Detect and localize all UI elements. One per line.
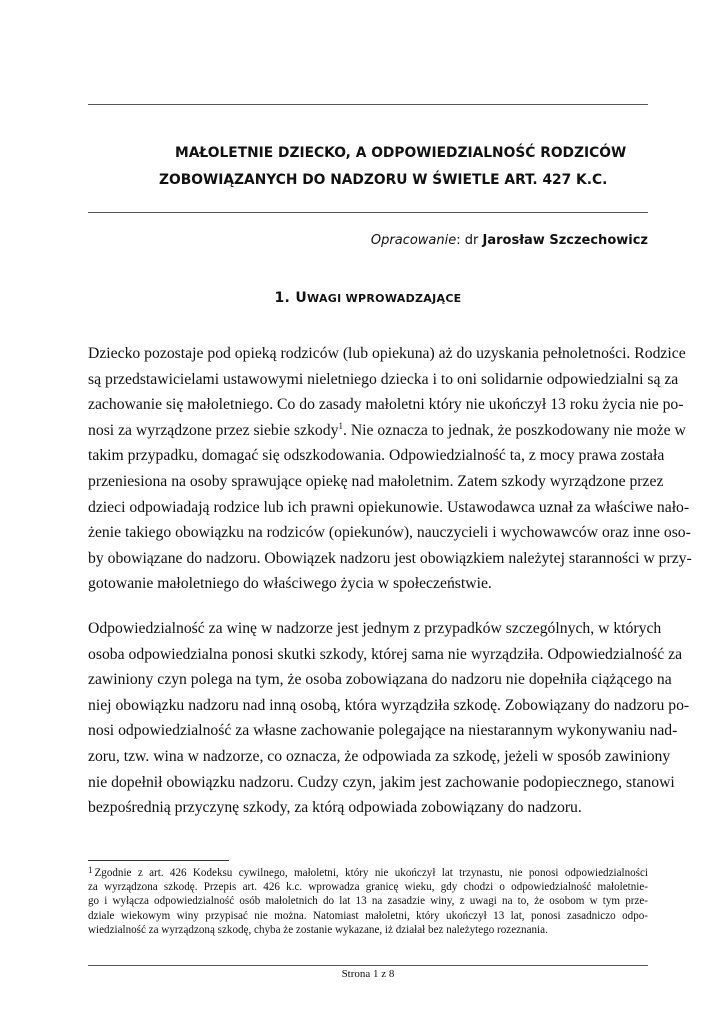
author-line	[88, 233, 648, 248]
paragraph-line: są przedstawicielami ustawowymi nieletniego dziecka i to oni solidarnie odpowiedzialni są za	[88, 370, 679, 388]
paragraph-2	[88, 616, 690, 821]
paragraph-line: osoba odpowiedzialna ponosi skutki szkody, której sama nie wyrządziła. Odpowiedzialność za	[88, 645, 683, 663]
footnote-line: za wyrządzona szkodę. Przepis art. 426 k.c. wprowadza granicę wieku, gdy chodzi o odpowiedzialność małoletnie-	[88, 881, 648, 894]
section-first-letter: U	[295, 290, 308, 306]
footnote-number: 1	[88, 865, 93, 875]
paragraph-line: Odpowiedzialność za winę w nadzorze jest jednym z przypadków szczególnych, w których	[88, 620, 662, 637]
paragraph-1	[88, 341, 692, 597]
paragraph-line: dzieci odpowiadają rodzice lub ich prawni opiekunowie. Ustawodawca uznał za właściwe nało-	[88, 498, 690, 516]
paragraph-line: niej obowiązku nadzoru nad inną osobą, która wyrządziła szkodę. Zobowiązany do nadzoru po-	[88, 696, 690, 714]
paragraph-line: zoru, tzw. wina w nadzorze, co oznacza, że odpowiada za szkodę, jeżeli w sposób zawiniony	[88, 747, 671, 765]
top-divider	[88, 104, 648, 105]
section-number: 1.	[274, 290, 291, 306]
paragraph-line-with-footnote	[88, 418, 686, 444]
paragraph-line: zawiniony czyn polega na tym, że osoba zobowiązana do nadzoru nie dopełniła ciążącego na	[88, 671, 672, 689]
section-heading	[88, 290, 648, 306]
title-divider	[88, 212, 648, 213]
section-title-rest: WAGI WPROWADZAJĄCE	[307, 292, 462, 305]
paragraph-line: Dziecko pozostaje pod opieką rodziców (lub opiekuna) aż do uzyskania pełnoletności. Rodzice	[88, 345, 686, 362]
title-line-2: ZOBOWIĄZANYCH DO NADZORU W ŚWIETLE ART. 427 K.C.	[159, 172, 608, 188]
paragraph-line: żenie takiego obowiązku na rodziców (opiekunów), nauczycieli i wychowawców oraz inne oso-	[88, 524, 691, 542]
paragraph-line: takim przypadku, domagać się odszkodowania. Odpowiedzialność ta, z mocy prawa została	[88, 447, 665, 465]
footnote-text: Zgodnie z art. 426 Kodeksu cywilnego, małoletni, który nie ukończył lat trzynastu, nie ponosi odpowiedzialności	[94, 867, 648, 879]
paragraph-line: gotowanie małoletniego do właściwego życia w społeczeństwie.	[88, 575, 492, 593]
footnote-line: wiedzialność za wyrządzoną szkodę, chyba że zostanie wykazane, iż działał bez należytego rozeznania.	[88, 923, 548, 936]
footnote-reference[interactable]: 1	[338, 420, 343, 431]
paragraph-line-part: . Nie oznacza to jednak, że poszkodowany nie może w	[342, 421, 686, 439]
author-name: Jarosław Szczechowicz	[482, 233, 648, 248]
footer-divider	[88, 965, 648, 966]
footnote-line: go i wyłącza odpowiedzialność osób małoletnich do lat 13 na zasadzie winy, z uwagi na to, że osobom w tym prze-	[88, 895, 648, 908]
paragraph-line: nosi odpowiedzialność za własne zachowanie polegające na niestarannym wykonywaniu nad-	[88, 722, 678, 740]
footnote	[88, 863, 648, 937]
page-number: Strona 1 z 8	[341, 968, 395, 980]
paragraph-line: nie dopełnił obowiązku nadzoru. Cudzy czyn, jakim jest zachowanie podopiecznego, stanowi	[88, 773, 675, 791]
paragraph-line: przeniesiona na osoby sprawujące opiekę nad małoletnim. Zatem szkody wyrządzone przez	[88, 472, 664, 490]
footnote-divider	[88, 860, 229, 861]
paragraph-line-part: nosi za wyrządzone przez siebie szkody	[88, 421, 339, 439]
paragraph-line: zachowanie się małoletniego. Co do zasady małoletni który nie ukończył 13 roku życia nie po-	[88, 396, 684, 414]
paragraph-line: bezpośrednią przyczynę szkody, za którą odpowiada zobowiązany do nadzoru.	[88, 799, 582, 817]
author-separator: : dr	[456, 233, 483, 248]
author-label: Opracowanie	[370, 233, 457, 248]
title-line-1: MAŁOLETNIE DZIECKO, A ODPOWIEDZIALNOŚĆ RODZICÓW	[175, 145, 627, 161]
paragraph-line: by obowiązane do nadzoru. Obowiązek nadzoru jest obowiązkiem należytej staranności w przy-	[88, 549, 692, 567]
footnote-line: dziale wiekowym winy przypisać nie można. Natomiast małoletni, który ukończył 13 lat, ponosi zasadniczo odpo-	[88, 909, 648, 922]
document-title	[88, 140, 648, 194]
footnote-line	[88, 863, 648, 880]
